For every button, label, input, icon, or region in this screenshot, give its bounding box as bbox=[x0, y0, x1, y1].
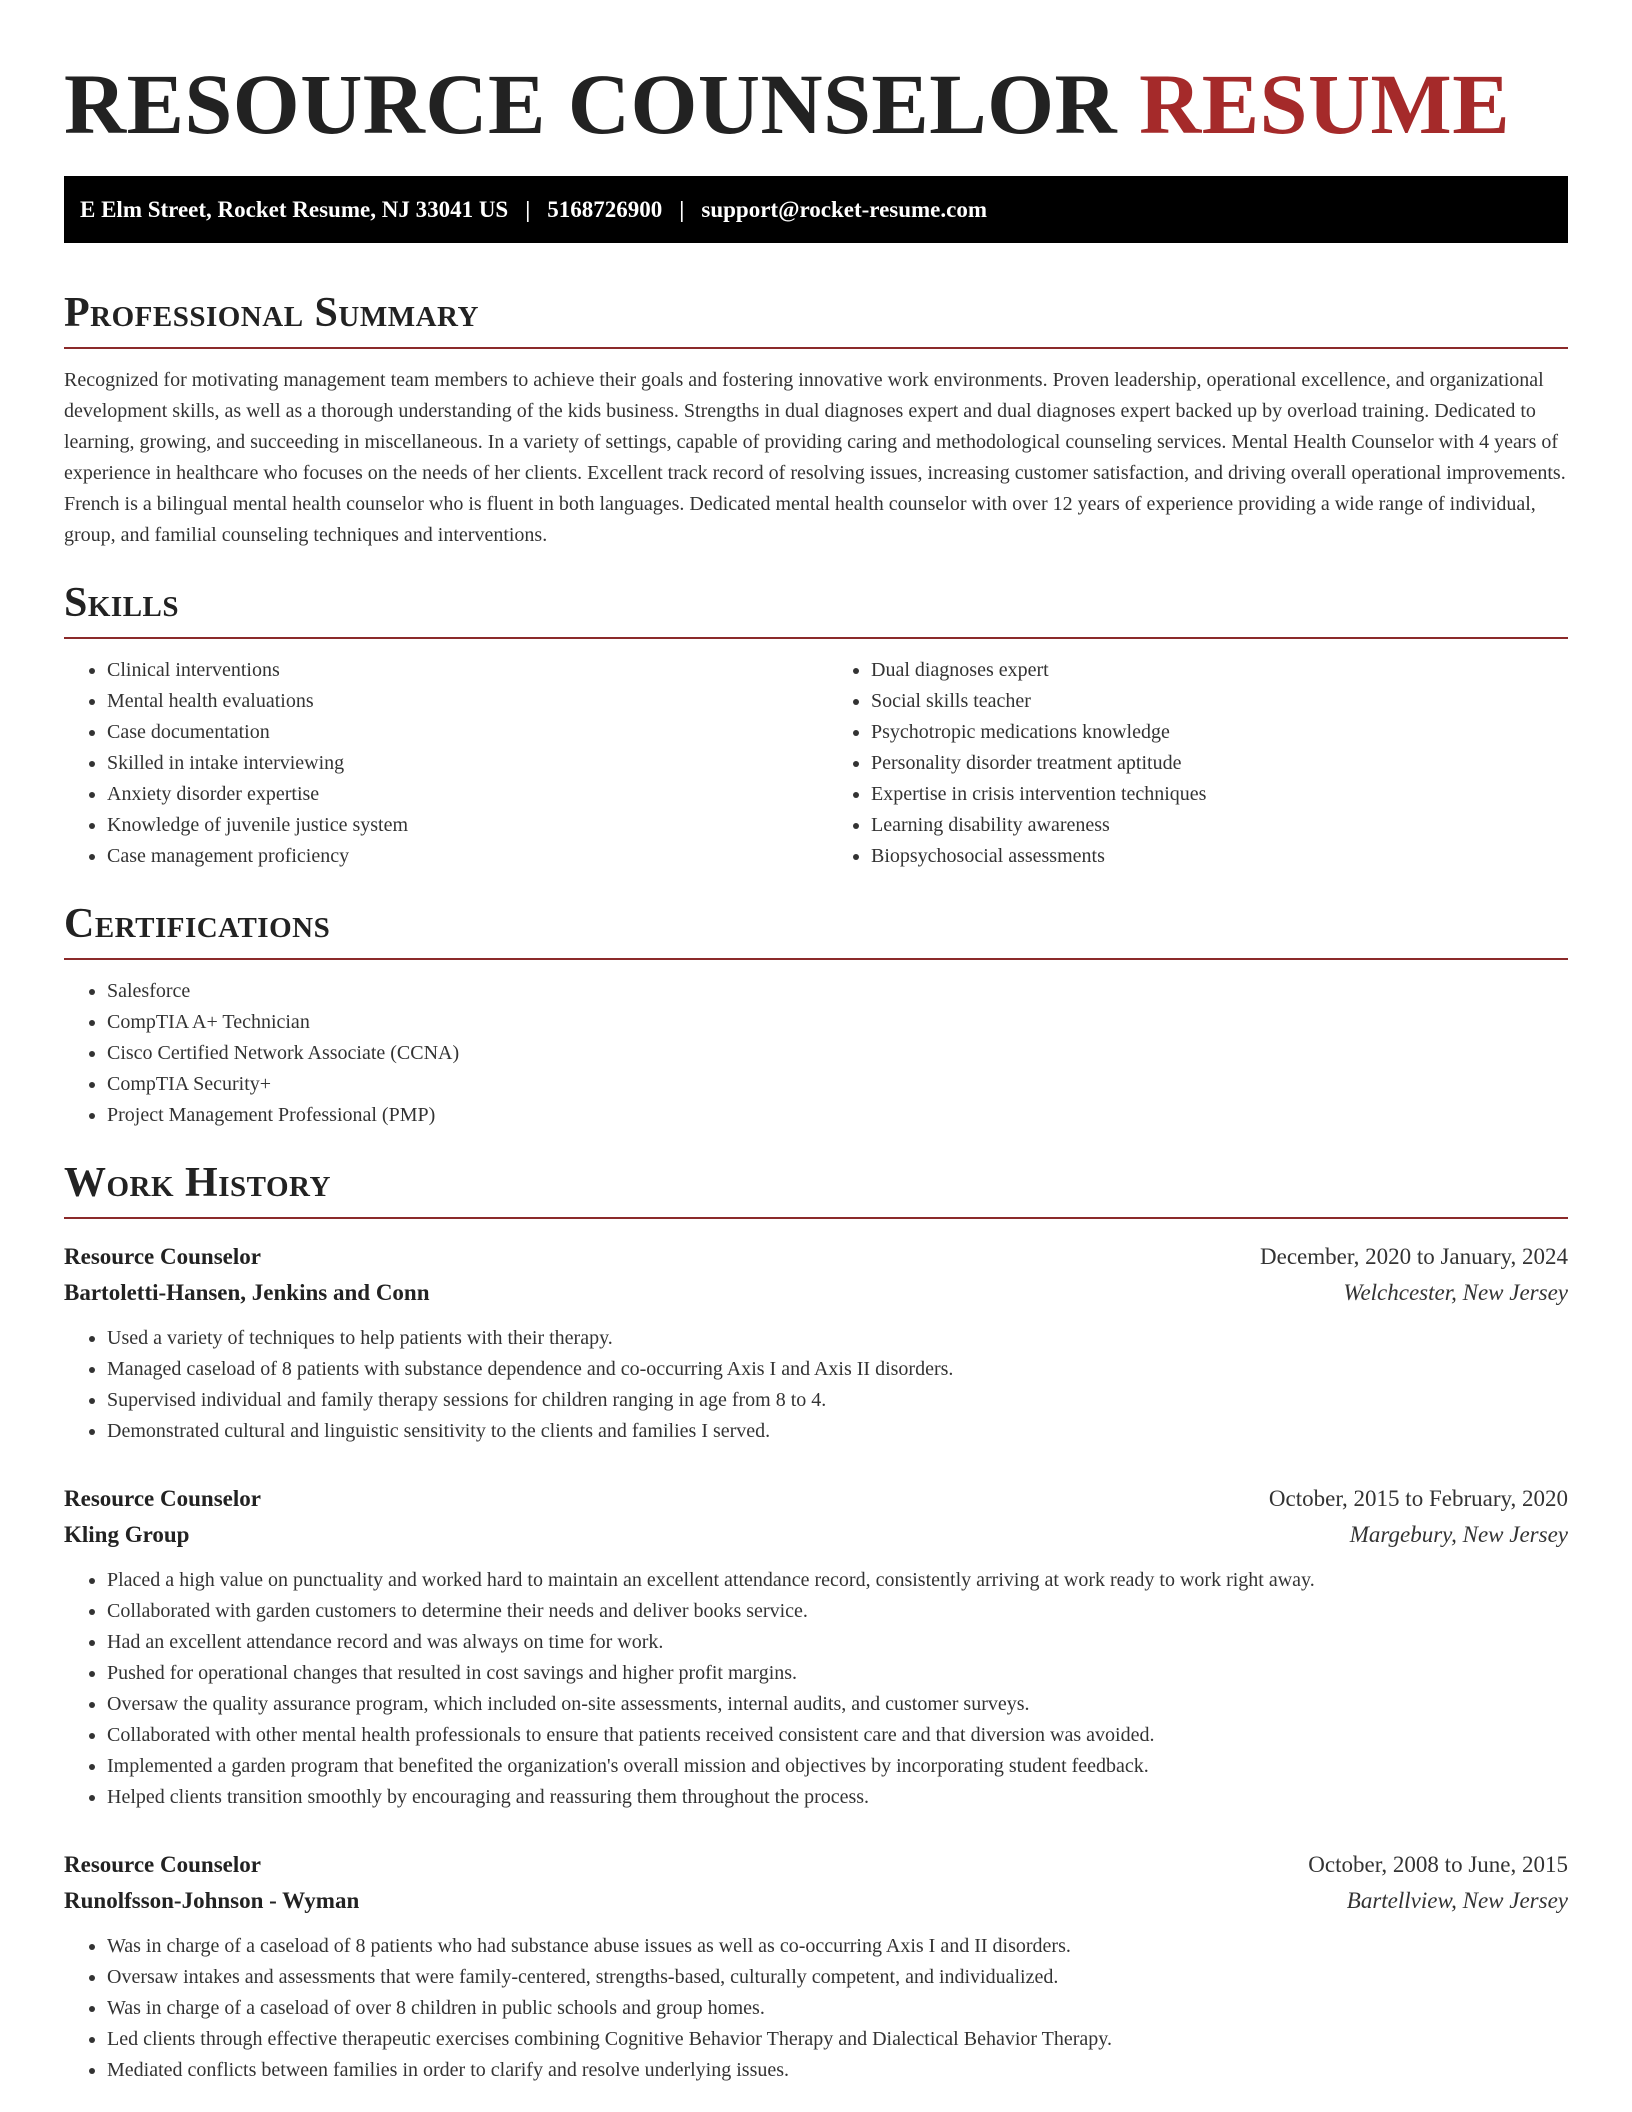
skills-section bbox=[64, 579, 1568, 872]
list-item: • Personality disorder treatment aptitude bbox=[871, 748, 1568, 779]
skills-heading: Skills bbox=[64, 579, 1568, 639]
title-accent: RESUME bbox=[1139, 56, 1511, 152]
certifications-list bbox=[64, 976, 1568, 1131]
job-location: Margebury, New Jersey bbox=[1349, 1522, 1568, 1547]
list-item: • Managed caseload of 8 patients with substance dependence and co-occurring Axis I and Axis II disorders. bbox=[107, 1354, 1568, 1385]
list-item: • Expertise in crisis intervention techniques bbox=[871, 779, 1568, 810]
list-item: • Mediated conflicts between families in order to clarify and resolve underlying issues. bbox=[107, 2055, 1568, 2086]
list-item: • CompTIA A+ Technician bbox=[107, 1007, 1568, 1038]
list-item: • Used a variety of techniques to help patients with their therapy. bbox=[107, 1323, 1568, 1354]
certifications-section bbox=[64, 900, 1568, 1131]
job-company: Runolfsson-Johnson - Wyman bbox=[64, 1888, 360, 1913]
job-location: Welchcester, New Jersey bbox=[1343, 1280, 1568, 1305]
list-item: • Implemented a garden program that benefited the organization's overall mission and objectives by incorporating student feedback. bbox=[107, 1751, 1568, 1782]
job-dates: October, 2015 to February, 2020 bbox=[1268, 1486, 1568, 1511]
job-company-row bbox=[64, 1517, 1568, 1553]
job-title: Resource Counselor bbox=[64, 1852, 261, 1877]
job-entry bbox=[64, 1239, 1568, 1447]
skills-list-right bbox=[828, 655, 1568, 872]
list-item: • CompTIA Security+ bbox=[107, 1069, 1568, 1100]
job-location: Bartellview, New Jersey bbox=[1346, 1888, 1568, 1913]
list-item: • Clinical interventions bbox=[107, 655, 804, 686]
list-item: • Skilled in intake interviewing bbox=[107, 748, 804, 779]
job-bullets bbox=[64, 1565, 1568, 1813]
list-item: • Dual diagnoses expert bbox=[871, 655, 1568, 686]
work-history-heading: Work History bbox=[64, 1159, 1568, 1219]
list-item: • Helped clients transition smoothly by encouraging and reassuring them throughout the process. bbox=[107, 1782, 1568, 1813]
contact-email: support@rocket-resume.com bbox=[701, 197, 988, 222]
list-item: • Collaborated with other mental health professionals to ensure that patients received consistent care and that diversion was avoided. bbox=[107, 1720, 1568, 1751]
title-main: RESOURCE COUNSELOR bbox=[64, 56, 1118, 152]
list-item: • Project Management Professional (PMP) bbox=[107, 1100, 1568, 1131]
list-item: • Mental health evaluations bbox=[107, 686, 804, 717]
job-title: Resource Counselor bbox=[64, 1244, 261, 1269]
list-item: • Oversaw intakes and assessments that were family-centered, strengths-based, culturally competent, and individualized. bbox=[107, 1962, 1568, 1993]
contact-address: E Elm Street, Rocket Resume, NJ 33041 US bbox=[80, 197, 509, 222]
summary-section bbox=[64, 289, 1568, 551]
list-item: • Salesforce bbox=[107, 976, 1568, 1007]
job-bullets bbox=[64, 1323, 1568, 1447]
job-company-row bbox=[64, 1275, 1568, 1311]
contact-phone: 5168726900 bbox=[547, 197, 663, 222]
list-item: • Anxiety disorder expertise bbox=[107, 779, 804, 810]
list-item: • Case documentation bbox=[107, 717, 804, 748]
job-company-row bbox=[64, 1883, 1568, 1919]
list-item: • Biopsychosocial assessments bbox=[871, 841, 1568, 872]
job-entry bbox=[64, 1847, 1568, 2086]
list-item: • Oversaw the quality assurance program, which included on-site assessments, internal audits, and customer surveys. bbox=[107, 1689, 1568, 1720]
job-dates: October, 2008 to June, 2015 bbox=[1308, 1852, 1568, 1877]
list-item: • Placed a high value on punctuality and worked hard to maintain an excellent attendance record, consistently arriving at work ready to work right away. bbox=[107, 1565, 1568, 1596]
job-company: Kling Group bbox=[64, 1522, 190, 1547]
list-item: • Collaborated with garden customers to determine their needs and deliver books service. bbox=[107, 1596, 1568, 1627]
list-item: • Was in charge of a caseload of 8 patients who had substance abuse issues as well as co-occurring Axis I and II disorders. bbox=[107, 1931, 1568, 1962]
list-item: • Was in charge of a caseload of over 8 children in public schools and group homes. bbox=[107, 1993, 1568, 2024]
summary-text: Recognized for motivating management team members to achieve their goals and fostering innovative work environments. Proven leadership, operational excellence, and organizational development skills, as well as a thorough understanding of the kids business. Strengths in dual diagnoses expert and dual diagnoses expert backed up by overload training. Dedicated to learning, growing, and succeeding in miscellaneous. In a variety of settings, capable of providing caring and methodological counseling services. Mental Health Counselor with 4 years of experience in healthcare who focuses on the needs of her clients. Excellent track record of resolving issues, increasing customer satisfaction, and driving overall operational improvements. French is a bilingual mental health counselor who is fluent in both languages. Dedicated mental health counselor with over 12 years of experience providing a wide range of individual, group, and familial counseling techniques and interventions. bbox=[64, 369, 1566, 546]
job-entry bbox=[64, 1481, 1568, 1813]
resume-title bbox=[64, 54, 1568, 154]
list-item: • Cisco Certified Network Associate (CCNA) bbox=[107, 1038, 1568, 1069]
list-item: • Psychotropic medications knowledge bbox=[871, 717, 1568, 748]
list-item: • Pushed for operational changes that resulted in cost savings and higher profit margins. bbox=[107, 1658, 1568, 1689]
contact-bar bbox=[64, 176, 1568, 243]
resume-content bbox=[64, 0, 1568, 2086]
job-title-row bbox=[64, 1481, 1568, 1517]
job-title: Resource Counselor bbox=[64, 1486, 261, 1511]
list-item: • Supervised individual and family therapy sessions for children ranging in age from 8 to 4. bbox=[107, 1385, 1568, 1416]
list-item: • Social skills teacher bbox=[871, 686, 1568, 717]
list-item: • Learning disability awareness bbox=[871, 810, 1568, 841]
job-company: Bartoletti-Hansen, Jenkins and Conn bbox=[64, 1280, 430, 1305]
work-history-section bbox=[64, 1159, 1568, 2086]
skills-list-left bbox=[64, 655, 804, 872]
job-dates: December, 2020 to January, 2024 bbox=[1260, 1244, 1568, 1269]
list-item: • Knowledge of juvenile justice system bbox=[107, 810, 804, 841]
list-item: • Had an excellent attendance record and was always on time for work. bbox=[107, 1627, 1568, 1658]
certifications-heading: Certifications bbox=[64, 900, 1568, 960]
list-item: • Led clients through effective therapeutic exercises combining Cognitive Behavior Therapy and Dialectical Behavior Therapy. bbox=[107, 2024, 1568, 2055]
summary-heading: Professional Summary bbox=[64, 289, 1568, 349]
jobs-container bbox=[64, 1239, 1568, 2086]
list-item: • Demonstrated cultural and linguistic sensitivity to the clients and families I served. bbox=[107, 1416, 1568, 1447]
job-bullets bbox=[64, 1931, 1568, 2086]
contact-separator: | bbox=[525, 197, 531, 222]
contact-separator: | bbox=[679, 197, 685, 222]
skills-grid bbox=[64, 639, 1568, 872]
job-title-row bbox=[64, 1847, 1568, 1883]
job-title-row bbox=[64, 1239, 1568, 1275]
list-item: • Case management proficiency bbox=[107, 841, 804, 872]
